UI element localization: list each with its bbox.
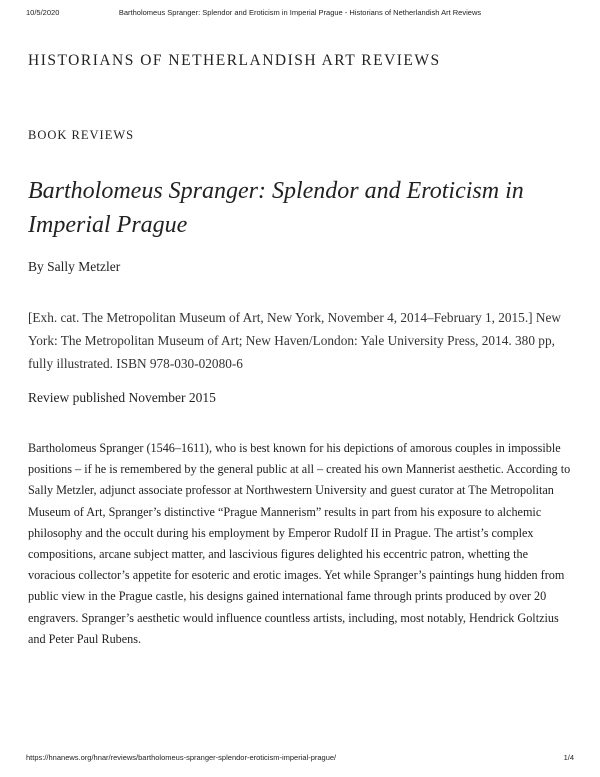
print-date: 10/5/2020 [26, 8, 60, 17]
site-title-link[interactable]: HISTORIANS OF NETHERLANDISH ART REVIEWS [28, 52, 441, 69]
print-url: https://hnanews.org/hnar/reviews/bartholomeus-spranger-splendor-eroticism-imperial-prague/ [26, 753, 337, 762]
print-document-title: Bartholomeus Spranger: Splendor and Eroticism in Imperial Prague - Historians of Netherlandish Art Reviews [118, 8, 482, 17]
review-publish-date: Review published November 2015 [28, 390, 216, 405]
article-title: Bartholomeus Spranger: Splendor and Eroticism in Imperial Prague [28, 178, 524, 238]
page-number: 1/4 [563, 753, 574, 762]
section-label-link[interactable]: BOOK REVIEWS [28, 128, 135, 142]
article-body-paragraph: Bartholomeus Spranger (1546–1611), who is best known for his depictions of amorous couples in impossible positions – if he is remembered by the general public at all – created his own Mannerist aesthetic. According to Sally Metzler, adjunct associate professor at Northwestern University and guest curator at The Metropolitan Museum of Art, Spranger’s distinctive “Prague Mannerism” results in part from his exposure to alchemic philosophy and the occult during his employment by Emperor Rudolf II in Prague. The artist’s complex compositions, arcane subject matter, and lascivious figures delighted his eccentric patron, whetting the voracious collector’s appetite for esoteric and erotic images. Yet while Spranger’s paintings hung hidden from public view in the Prague castle, his designs gained international fame through prints produced by over 20 engravers. Spranger’s aesthetic would influence countless artists, including, most notably, Hendrick Goltzius and Peter Paul Rubens. [28, 441, 571, 646]
print-header [0, 8, 600, 20]
byline: By Sally Metzler [28, 259, 121, 274]
print-footer [0, 753, 600, 765]
book-citation: [Exh. cat. The Metropolitan Museum of Art, New York, November 4, 2014–February 1, 2015.] New York: The Metropolitan Museum of Art; New Haven/London: Yale University Press, 2014. 380 pp, fully illustrated. ISBN 978-030-02080-6 [28, 310, 562, 371]
